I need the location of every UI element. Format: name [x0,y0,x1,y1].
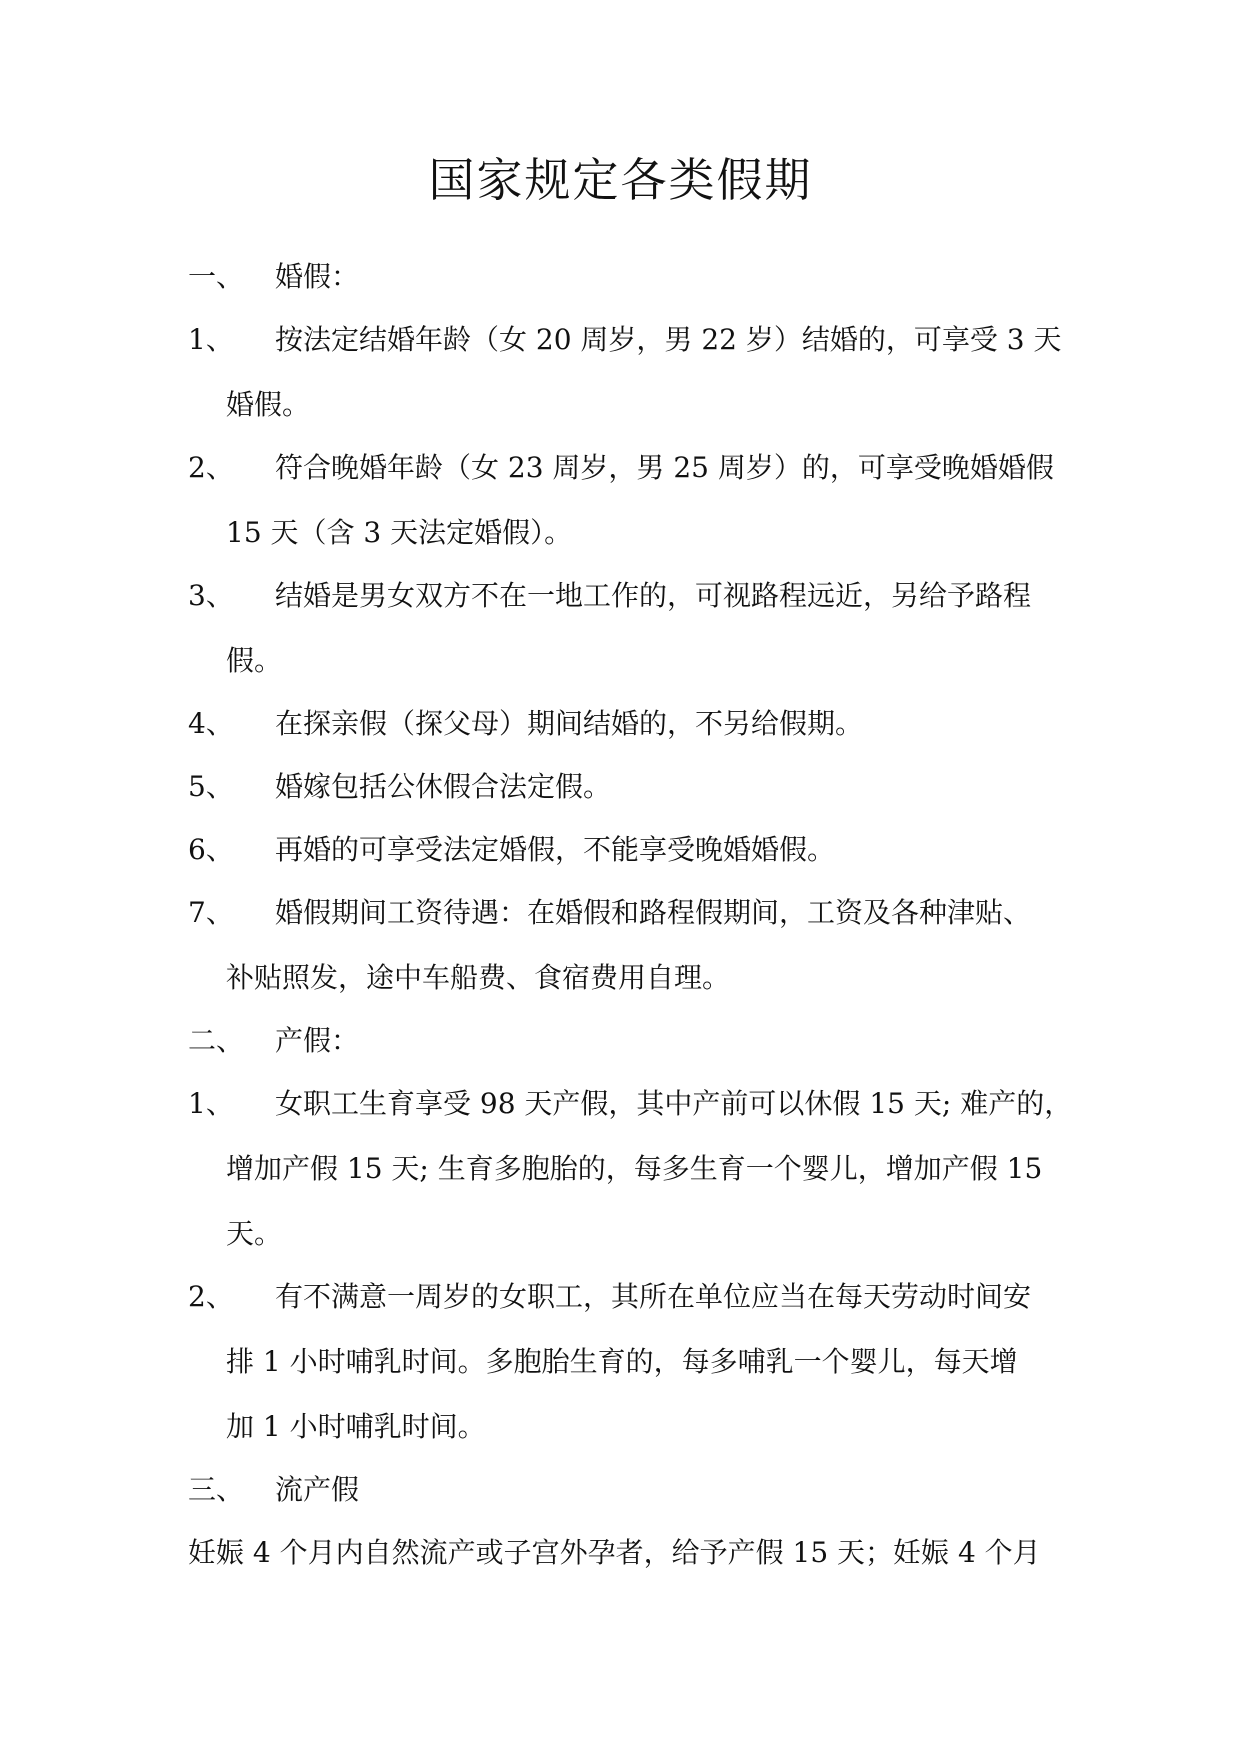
item-text: 补贴照发，途中车船费、食宿费用自理。 [226,961,731,994]
item-text: 女职工生育享受 98 天产假，其中产前可以休假 15 天; 难产的， [275,1087,1073,1120]
item-text: 加 1 小时哺乳时间。 [226,1410,486,1443]
item-text: 再婚的可享受法定婚假，不能享受晚婚婚假。 [275,833,836,866]
item-text: 结婚是男女双方不在一地工作的，可视路程远近，另给予路程 [275,579,1032,612]
item-number: 3、 [188,579,234,612]
item-text: 天。 [226,1217,283,1250]
item-text: 婚嫁包括公休假合法定假。 [275,770,612,803]
item-text: 有不满意一周岁的女职工，其所在单位应当在每天劳动时间安 [275,1280,1032,1313]
document-title: 国家规定各类假期 [428,153,813,207]
item-number: 6、 [188,833,234,866]
item-number: 1、 [188,1087,234,1120]
item-text: 增加产假 15 天; 生育多胞胎的，每多生育一个婴儿，增加产假 15 [226,1152,1043,1185]
item-number: 5、 [188,770,234,803]
item-text: 在探亲假（探父母）期间结婚的，不另给假期。 [275,707,864,740]
item-text: 按法定结婚年龄（女 20 周岁，男 22 岁）结婚的，可享受 3 天 [275,323,1062,356]
item-text: 符合晚婚年龄（女 23 周岁，男 25 周岁）的，可享受晚婚婚假 [275,451,1054,484]
section-number: 二、 [188,1024,245,1057]
item-number: 7、 [188,896,234,929]
paragraph-text: 妊娠 4 个月内自然流产或子宫外孕者，给予产假 15 天；妊娠 4 个月 [188,1536,1041,1569]
item-number: 1、 [188,323,234,356]
item-number: 2、 [188,451,234,484]
item-text: 婚假。 [226,388,311,421]
item-number: 2、 [188,1280,234,1313]
section-title: 婚假： [275,260,360,293]
section-title: 流产假 [275,1473,360,1506]
section-number: 三、 [188,1473,245,1506]
section-title: 产假： [275,1024,360,1057]
section-number: 一、 [188,260,245,293]
item-text: 婚假期间工资待遇：在婚假和路程假期间，工资及各种津贴、 [275,896,1032,929]
item-number: 4、 [188,707,234,740]
item-text: 假。 [226,644,283,677]
item-text: 15 天（含 3 天法定婚假）。 [226,516,573,549]
item-text: 排 1 小时哺乳时间。多胞胎生育的，每多哺乳一个婴儿，每天增 [226,1345,1018,1378]
